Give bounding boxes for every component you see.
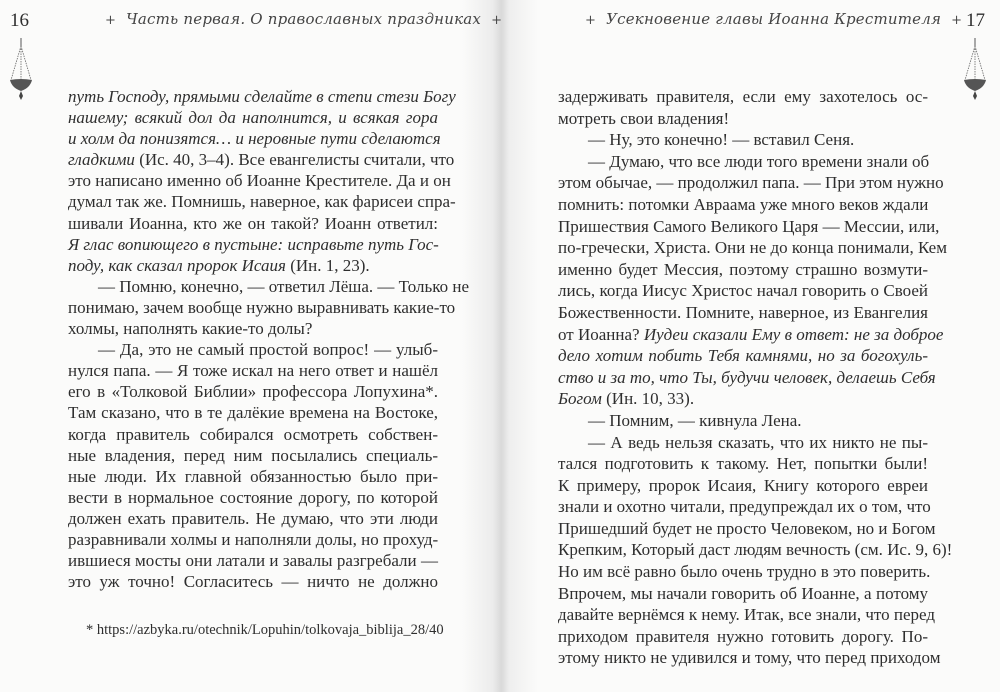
text-segment: думал так же. Помнишь, наверное, как фарисеи спра- [68,192,456,212]
text-segment: приходом правителя нужно готовить дорогу. По- [558,626,928,646]
lampada-icon [962,38,988,100]
text-segment: помнить: потомки Авраама уже много веков ждали [558,194,929,214]
text-segment: этом обычае, — продолжил папа. — При этом нужно [558,173,944,193]
text-line [68,276,470,297]
text-line [68,424,438,445]
text-line [558,324,944,346]
text-segment: К примеру, пророк Исаия, Книгу которого евреи [558,475,928,495]
text-segment: — А ведь нельзя сказать, что их никто не пы- [588,432,928,452]
text-segment: Божественности. Помните, наверное, из Евангелия [558,302,928,322]
text-line [558,539,953,561]
text-line [68,149,455,170]
italic-quote-text: гладкими [68,150,135,170]
italic-quote-text: Иудеи сказали Ему в ответ: не за доброе [643,324,944,344]
text-line [68,318,438,339]
running-head-left [95,10,512,28]
cross-ornament-icon: + [491,13,503,28]
italic-quote-text: нашему; всякий дол да наполнится, и всякая гора [68,108,438,128]
text-line [558,583,928,605]
text-line [558,86,928,108]
text-line [558,453,928,475]
running-head-left-text: Часть первая. О православных праздниках [126,10,482,28]
text-segment: лись, когда Иисус Христос начал говорить о Своей [558,281,928,301]
text-line [558,194,928,216]
text-segment: — Думаю, что все люди того времени знали об [588,151,930,171]
text-line [68,86,456,107]
text-segment: нулся папа. — Я тоже искал на него ответ и нашёл [68,361,438,381]
text-segment: (Ис. 40, 3–4). Все евангелисты считали, что [134,150,455,170]
text-line [68,381,438,402]
text-line [558,367,936,389]
text-line [68,445,438,466]
text-line [558,518,936,540]
text-segment: — Помню, конечно, — ответил Лёша. — Только не [98,276,470,296]
text-segment: ные люди. Их главной обязанностью было при- [68,466,438,486]
text-segment: понимаю, зачем вообще нужно выравнивать какие-то [68,297,456,317]
text-line [558,151,928,173]
text-segment: от Иоанна? [558,324,644,344]
text-segment: должен ехать правитель. Не думаю, что эти люди [68,508,438,528]
text-line [68,508,438,529]
text-line [558,172,944,194]
text-segment: (Ин. 10, 33). [601,389,695,409]
text-line [558,280,928,302]
text-line [68,466,438,487]
text-line [558,647,941,669]
italic-quote-text: дело хотим побить Тебя камнями, но за богохуль- [558,346,928,366]
text-line [68,213,438,234]
text-line [68,360,438,381]
text-segment: разравнивали холмы и наполняли долы, но прохуд- [68,529,439,549]
text-segment: Пришествия Самого Великого Царя — Мессии, или, [558,216,940,236]
italic-quote-text: поду, как сказал пророк Исаия [68,255,286,275]
text-segment: это уж точно! Согласитесь — ничто не должно [68,572,438,592]
text-line [68,128,441,149]
lampada-icon [8,38,34,100]
text-segment: этому никто не удивился и тому, что перед приходом [558,648,941,668]
text-line [68,297,456,318]
text-line [558,302,928,324]
cross-ornament-icon: + [585,13,597,28]
text-segment: Там сказано, что в те далёкие времена на Востоке, [68,403,438,423]
text-line [68,571,438,592]
text-segment: когда правитель собирался осмотреть собствен- [68,424,438,444]
text-line [558,108,928,130]
text-line [68,339,438,360]
text-line [558,259,928,281]
text-segment: его в «Толковой Библии» профессора Лопухина*. [68,382,438,402]
cross-ornament-icon: + [105,13,117,28]
text-segment: — Да, это не самый простой вопрос! — улыб- [98,340,438,360]
text-line [558,410,928,432]
right-page-body [558,86,953,669]
text-line [558,561,931,583]
text-segment: шивали Иоанна, кто же он такой? Иоанн ответил: [68,213,438,233]
text-line [68,487,438,508]
text-line [558,432,928,454]
italic-quote-text: Богом [558,389,602,409]
cross-ornament-icon: + [951,13,963,28]
left-page-body [68,86,470,592]
text-segment: ившиеся мосты они латали и завалы разгребали — [68,551,438,571]
italic-quote-text: и холм да понизятся… и неровные пути сделаются [68,129,441,149]
text-line [68,234,438,255]
text-segment: это написано именно об Иоанне Крестителе. Да и он [68,171,451,191]
text-line [558,604,935,626]
text-segment: вести в нормальное состояние дорогу, по которой [68,487,438,507]
page-number-left: 16 [10,10,29,31]
text-line [68,529,438,550]
text-line [68,191,456,212]
italic-quote-text: ство и за то, что Ты, будучи человек, делаешь Себя [558,367,936,387]
text-line [68,107,438,128]
text-segment: (Ин. 1, 23). [285,255,370,275]
text-line [68,402,438,423]
text-line [558,129,928,151]
text-segment: знали и охотно читали, предупреждал их о том, что [558,497,931,517]
text-segment: Пришедший будет не просто Человеком, но и Богом [558,518,936,538]
italic-quote-text: Я глас вопиющего в пустыне: исправьте путь Гос- [68,234,439,254]
text-segment: по-гречески, Христа. Они не до конца понимали, Кем [558,238,947,258]
running-head-right-text: Усекновение главы Иоанна Крестителя [606,10,942,28]
text-line [558,216,940,238]
text-line [68,255,438,276]
text-line [558,345,928,367]
book-fold-shadow [462,0,538,692]
text-line [558,626,928,648]
text-segment: мотреть свои владения! [558,108,730,128]
text-segment: тался подготовить к такому. Нет, попытки были! [558,454,928,474]
text-line [558,475,928,497]
text-segment: Впрочем, мы начали говорить об Иоанне, а потому [558,583,928,603]
text-line [68,550,438,571]
text-segment: Но им всё равно было очень трудно в это поверить. [558,562,931,582]
text-segment: именно будет Мессия, поэтому страшно возмути- [558,259,928,279]
text-segment: задерживать правителя, если ему захотелось ос- [558,87,928,106]
page-number-right: 17 [966,10,985,31]
italic-quote-text: путь Господу, прямыми сделайте в степи стези Богу [68,87,456,106]
text-segment: давайте вернёмся к нему. Итак, все знали, что перед [558,605,935,625]
footnote: * https://azbyka.ru/otechnik/Lopuhin/tolkovaja_biblija_28/40 [86,622,444,638]
text-segment: — Ну, это конечно! — вставил Сеня. [588,130,855,150]
text-line [558,388,928,410]
text-line [68,170,451,191]
text-segment: ные владения, перед ним посылались специаль- [68,445,438,465]
text-line [558,496,931,518]
text-segment: — Помним, — кивнула Лена. [588,410,802,430]
text-segment: Крепким, Который даст людям вечность (см. Ис. 9, 6)! [558,540,953,560]
running-head-right [575,10,972,28]
text-segment: холмы, наполнять какие-то долы? [68,319,313,339]
text-line [558,237,947,259]
